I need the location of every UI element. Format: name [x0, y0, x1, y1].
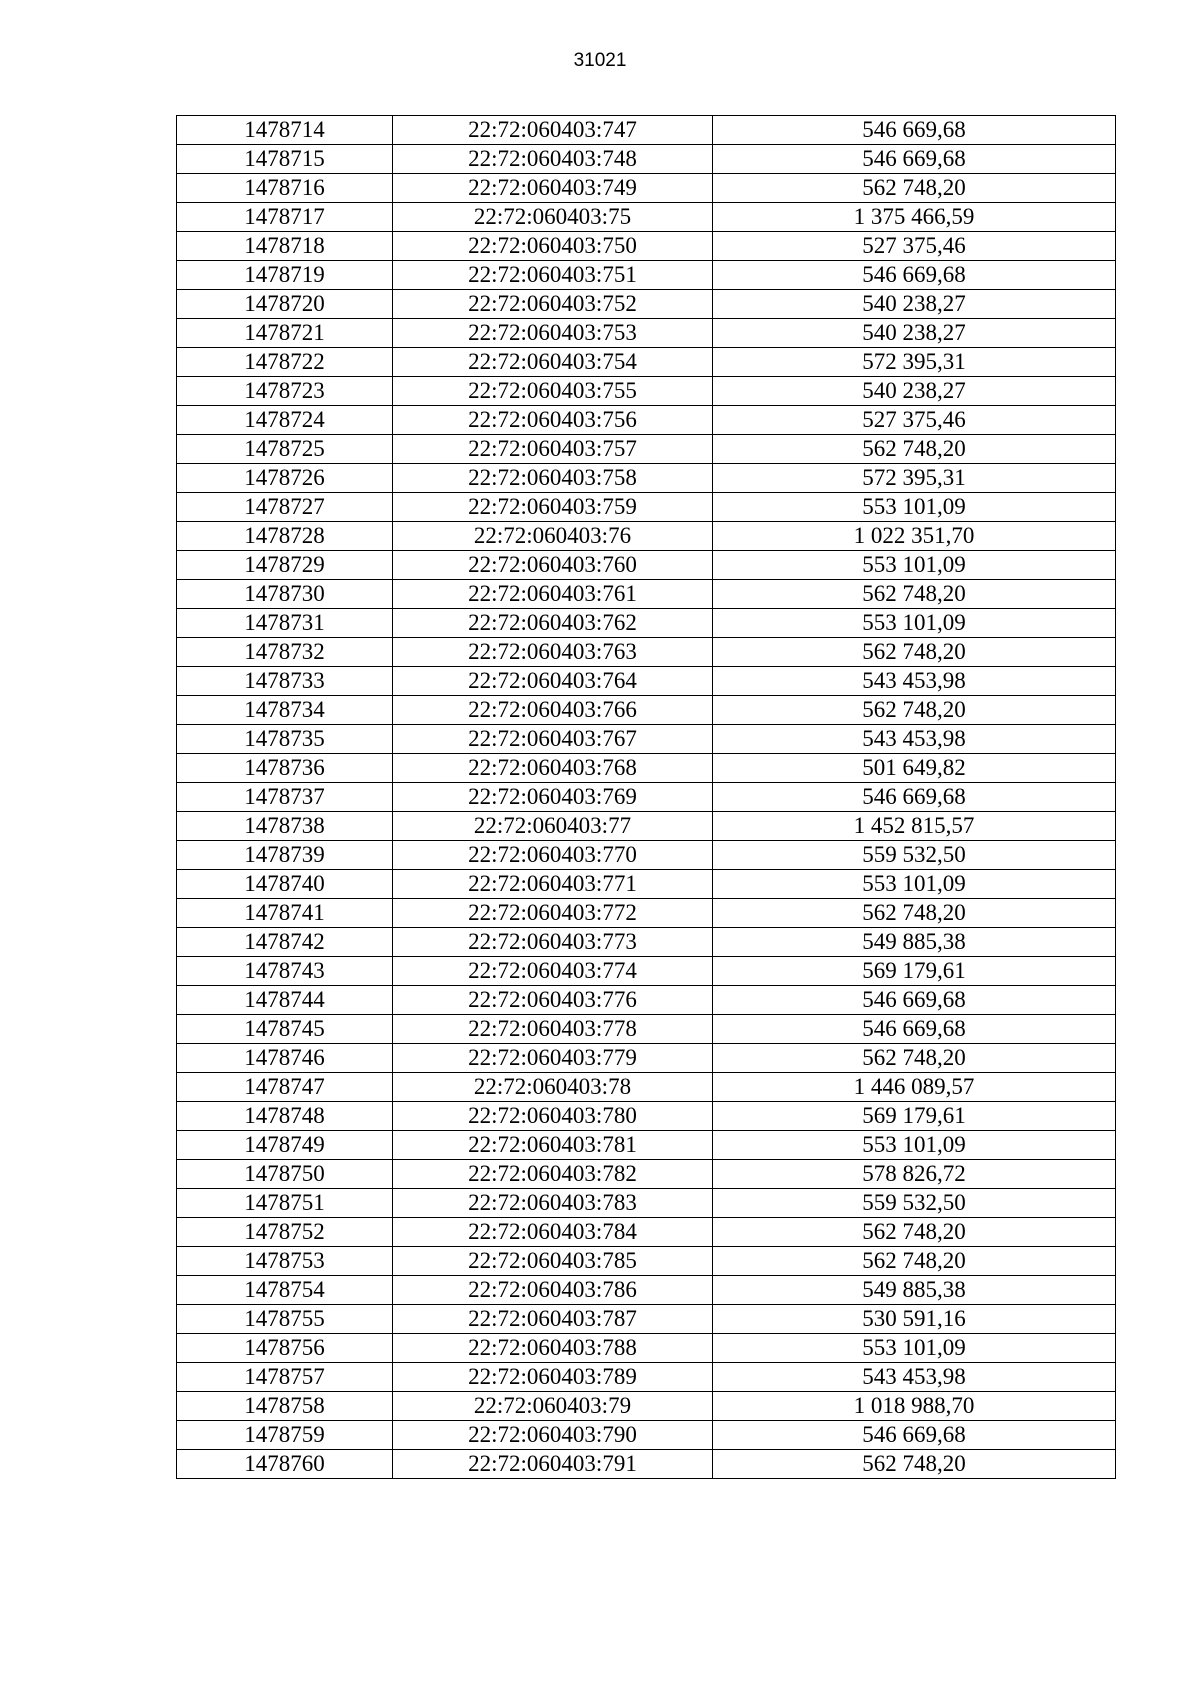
value-cell: 501 649,82 [713, 754, 1116, 783]
cadastral-number-cell: 22:72:060403:778 [393, 1015, 713, 1044]
table-row [177, 580, 1116, 609]
table-row [177, 1131, 1116, 1160]
value-cell: 546 669,68 [713, 783, 1116, 812]
value-cell: 546 669,68 [713, 116, 1116, 145]
cadastral-number-cell: 22:72:060403:769 [393, 783, 713, 812]
value-cell: 530 591,16 [713, 1305, 1116, 1334]
cadastral-number-cell: 22:72:060403:771 [393, 870, 713, 899]
row-number-cell: 1478736 [177, 754, 393, 783]
row-number-cell: 1478717 [177, 203, 393, 232]
page-number: 31021 [573, 50, 627, 71]
value-cell: 546 669,68 [713, 986, 1116, 1015]
row-number-cell: 1478760 [177, 1450, 393, 1479]
cadastral-number-cell: 22:72:060403:747 [393, 116, 713, 145]
row-number-cell: 1478726 [177, 464, 393, 493]
row-number-cell: 1478751 [177, 1189, 393, 1218]
value-cell: 562 748,20 [713, 1218, 1116, 1247]
table-row [177, 667, 1116, 696]
cadastral-number-cell: 22:72:060403:791 [393, 1450, 713, 1479]
cadastral-number-cell: 22:72:060403:790 [393, 1421, 713, 1450]
row-number-cell: 1478738 [177, 812, 393, 841]
table-row [177, 870, 1116, 899]
row-number-cell: 1478756 [177, 1334, 393, 1363]
table-row [177, 1421, 1116, 1450]
value-cell: 546 669,68 [713, 1421, 1116, 1450]
row-number-cell: 1478734 [177, 696, 393, 725]
value-cell: 540 238,27 [713, 377, 1116, 406]
table-row [177, 1363, 1116, 1392]
row-number-cell: 1478741 [177, 899, 393, 928]
row-number-cell: 1478735 [177, 725, 393, 754]
table-row [177, 319, 1116, 348]
row-number-cell: 1478742 [177, 928, 393, 957]
cadastral-number-cell: 22:72:060403:767 [393, 725, 713, 754]
row-number-cell: 1478718 [177, 232, 393, 261]
value-cell: 553 101,09 [713, 493, 1116, 522]
table-row [177, 145, 1116, 174]
cadastral-number-cell: 22:72:060403:774 [393, 957, 713, 986]
row-number-cell: 1478740 [177, 870, 393, 899]
cadastral-number-cell: 22:72:060403:748 [393, 145, 713, 174]
table-row [177, 957, 1116, 986]
table-row [177, 1392, 1116, 1421]
table-row [177, 377, 1116, 406]
cadastral-number-cell: 22:72:060403:776 [393, 986, 713, 1015]
table-row [177, 464, 1116, 493]
table-body [177, 116, 1116, 1479]
row-number-cell: 1478714 [177, 116, 393, 145]
table-row [177, 1015, 1116, 1044]
table-row [177, 261, 1116, 290]
value-cell: 553 101,09 [713, 1131, 1116, 1160]
value-cell: 549 885,38 [713, 1276, 1116, 1305]
row-number-cell: 1478747 [177, 1073, 393, 1102]
row-number-cell: 1478730 [177, 580, 393, 609]
cadastral-number-cell: 22:72:060403:754 [393, 348, 713, 377]
cadastral-number-cell: 22:72:060403:761 [393, 580, 713, 609]
row-number-cell: 1478721 [177, 319, 393, 348]
table-row [177, 116, 1116, 145]
cadastral-number-cell: 22:72:060403:76 [393, 522, 713, 551]
value-cell: 527 375,46 [713, 232, 1116, 261]
cadastral-number-cell: 22:72:060403:753 [393, 319, 713, 348]
cadastral-number-cell: 22:72:060403:783 [393, 1189, 713, 1218]
row-number-cell: 1478719 [177, 261, 393, 290]
value-cell: 527 375,46 [713, 406, 1116, 435]
table-row [177, 609, 1116, 638]
cadastral-number-cell: 22:72:060403:750 [393, 232, 713, 261]
table-row [177, 1247, 1116, 1276]
cadastral-number-cell: 22:72:060403:781 [393, 1131, 713, 1160]
table-row [177, 638, 1116, 667]
table-row [177, 1334, 1116, 1363]
value-cell: 553 101,09 [713, 1334, 1116, 1363]
row-number-cell: 1478723 [177, 377, 393, 406]
value-cell: 1 452 815,57 [713, 812, 1116, 841]
table-row [177, 406, 1116, 435]
row-number-cell: 1478744 [177, 986, 393, 1015]
cadastral-number-cell: 22:72:060403:780 [393, 1102, 713, 1131]
row-number-cell: 1478720 [177, 290, 393, 319]
cadastral-number-cell: 22:72:060403:788 [393, 1334, 713, 1363]
row-number-cell: 1478715 [177, 145, 393, 174]
cadastral-number-cell: 22:72:060403:768 [393, 754, 713, 783]
table-row [177, 725, 1116, 754]
table-row [177, 435, 1116, 464]
row-number-cell: 1478748 [177, 1102, 393, 1131]
value-cell: 540 238,27 [713, 290, 1116, 319]
table-row [177, 522, 1116, 551]
cadastral-number-cell: 22:72:060403:779 [393, 1044, 713, 1073]
table-row [177, 841, 1116, 870]
value-cell: 553 101,09 [713, 551, 1116, 580]
value-cell: 546 669,68 [713, 145, 1116, 174]
table-row [177, 232, 1116, 261]
row-number-cell: 1478725 [177, 435, 393, 464]
row-number-cell: 1478759 [177, 1421, 393, 1450]
cadastral-number-cell: 22:72:060403:757 [393, 435, 713, 464]
row-number-cell: 1478745 [177, 1015, 393, 1044]
table-row [177, 1102, 1116, 1131]
table-row [177, 1160, 1116, 1189]
row-number-cell: 1478727 [177, 493, 393, 522]
value-cell: 562 748,20 [713, 638, 1116, 667]
value-cell: 553 101,09 [713, 870, 1116, 899]
cadastral-number-cell: 22:72:060403:759 [393, 493, 713, 522]
table-row [177, 1218, 1116, 1247]
table-row [177, 1276, 1116, 1305]
cadastral-number-cell: 22:72:060403:787 [393, 1305, 713, 1334]
value-cell: 1 446 089,57 [713, 1073, 1116, 1102]
value-cell: 569 179,61 [713, 957, 1116, 986]
cadastral-number-cell: 22:72:060403:77 [393, 812, 713, 841]
value-cell: 572 395,31 [713, 348, 1116, 377]
row-number-cell: 1478752 [177, 1218, 393, 1247]
row-number-cell: 1478750 [177, 1160, 393, 1189]
table-row [177, 986, 1116, 1015]
cadastral-number-cell: 22:72:060403:770 [393, 841, 713, 870]
value-cell: 543 453,98 [713, 667, 1116, 696]
value-cell: 546 669,68 [713, 261, 1116, 290]
cadastral-number-cell: 22:72:060403:772 [393, 899, 713, 928]
cadastral-number-cell: 22:72:060403:773 [393, 928, 713, 957]
row-number-cell: 1478757 [177, 1363, 393, 1392]
row-number-cell: 1478743 [177, 957, 393, 986]
row-number-cell: 1478755 [177, 1305, 393, 1334]
value-cell: 569 179,61 [713, 1102, 1116, 1131]
cadastral-number-cell: 22:72:060403:75 [393, 203, 713, 232]
value-cell: 1 375 466,59 [713, 203, 1116, 232]
table-row [177, 928, 1116, 957]
table-row [177, 1044, 1116, 1073]
value-cell: 562 748,20 [713, 1044, 1116, 1073]
row-number-cell: 1478753 [177, 1247, 393, 1276]
row-number-cell: 1478729 [177, 551, 393, 580]
value-cell: 559 532,50 [713, 841, 1116, 870]
row-number-cell: 1478758 [177, 1392, 393, 1421]
cadastral-number-cell: 22:72:060403:79 [393, 1392, 713, 1421]
row-number-cell: 1478746 [177, 1044, 393, 1073]
cadastral-number-cell: 22:72:060403:766 [393, 696, 713, 725]
value-cell: 1 022 351,70 [713, 522, 1116, 551]
table-row [177, 812, 1116, 841]
row-number-cell: 1478739 [177, 841, 393, 870]
value-cell: 572 395,31 [713, 464, 1116, 493]
table-row [177, 1305, 1116, 1334]
cadastral-number-cell: 22:72:060403:785 [393, 1247, 713, 1276]
value-cell: 543 453,98 [713, 725, 1116, 754]
row-number-cell: 1478716 [177, 174, 393, 203]
cadastral-number-cell: 22:72:060403:78 [393, 1073, 713, 1102]
cadastral-number-cell: 22:72:060403:752 [393, 290, 713, 319]
value-cell: 578 826,72 [713, 1160, 1116, 1189]
cadastral-number-cell: 22:72:060403:756 [393, 406, 713, 435]
value-cell: 562 748,20 [713, 1247, 1116, 1276]
cadastral-number-cell: 22:72:060403:763 [393, 638, 713, 667]
row-number-cell: 1478722 [177, 348, 393, 377]
value-cell: 546 669,68 [713, 1015, 1116, 1044]
row-number-cell: 1478724 [177, 406, 393, 435]
cadastral-number-cell: 22:72:060403:749 [393, 174, 713, 203]
table-row [177, 899, 1116, 928]
table-row [177, 203, 1116, 232]
table-row [177, 783, 1116, 812]
value-cell: 543 453,98 [713, 1363, 1116, 1392]
value-cell: 562 748,20 [713, 580, 1116, 609]
table-row [177, 551, 1116, 580]
row-number-cell: 1478731 [177, 609, 393, 638]
row-number-cell: 1478737 [177, 783, 393, 812]
value-cell: 562 748,20 [713, 696, 1116, 725]
cadastral-number-cell: 22:72:060403:762 [393, 609, 713, 638]
table-row [177, 290, 1116, 319]
value-cell: 559 532,50 [713, 1189, 1116, 1218]
value-cell: 1 018 988,70 [713, 1392, 1116, 1421]
table-row [177, 754, 1116, 783]
cadastral-number-cell: 22:72:060403:751 [393, 261, 713, 290]
value-cell: 549 885,38 [713, 928, 1116, 957]
cadastral-number-cell: 22:72:060403:789 [393, 1363, 713, 1392]
table-row [177, 493, 1116, 522]
data-table [176, 115, 1116, 1479]
row-number-cell: 1478728 [177, 522, 393, 551]
value-cell: 553 101,09 [713, 609, 1116, 638]
row-number-cell: 1478732 [177, 638, 393, 667]
cadastral-number-cell: 22:72:060403:758 [393, 464, 713, 493]
value-cell: 562 748,20 [713, 1450, 1116, 1479]
cadastral-number-cell: 22:72:060403:760 [393, 551, 713, 580]
table-row [177, 1073, 1116, 1102]
table-row [177, 1450, 1116, 1479]
cadastral-number-cell: 22:72:060403:782 [393, 1160, 713, 1189]
table-row [177, 696, 1116, 725]
value-cell: 540 238,27 [713, 319, 1116, 348]
row-number-cell: 1478754 [177, 1276, 393, 1305]
cadastral-number-cell: 22:72:060403:784 [393, 1218, 713, 1247]
table-row [177, 174, 1116, 203]
table-row [177, 1189, 1116, 1218]
value-cell: 562 748,20 [713, 899, 1116, 928]
value-cell: 562 748,20 [713, 435, 1116, 464]
cadastral-number-cell: 22:72:060403:755 [393, 377, 713, 406]
table-row [177, 348, 1116, 377]
cadastral-number-cell: 22:72:060403:764 [393, 667, 713, 696]
row-number-cell: 1478733 [177, 667, 393, 696]
value-cell: 562 748,20 [713, 174, 1116, 203]
row-number-cell: 1478749 [177, 1131, 393, 1160]
cadastral-number-cell: 22:72:060403:786 [393, 1276, 713, 1305]
